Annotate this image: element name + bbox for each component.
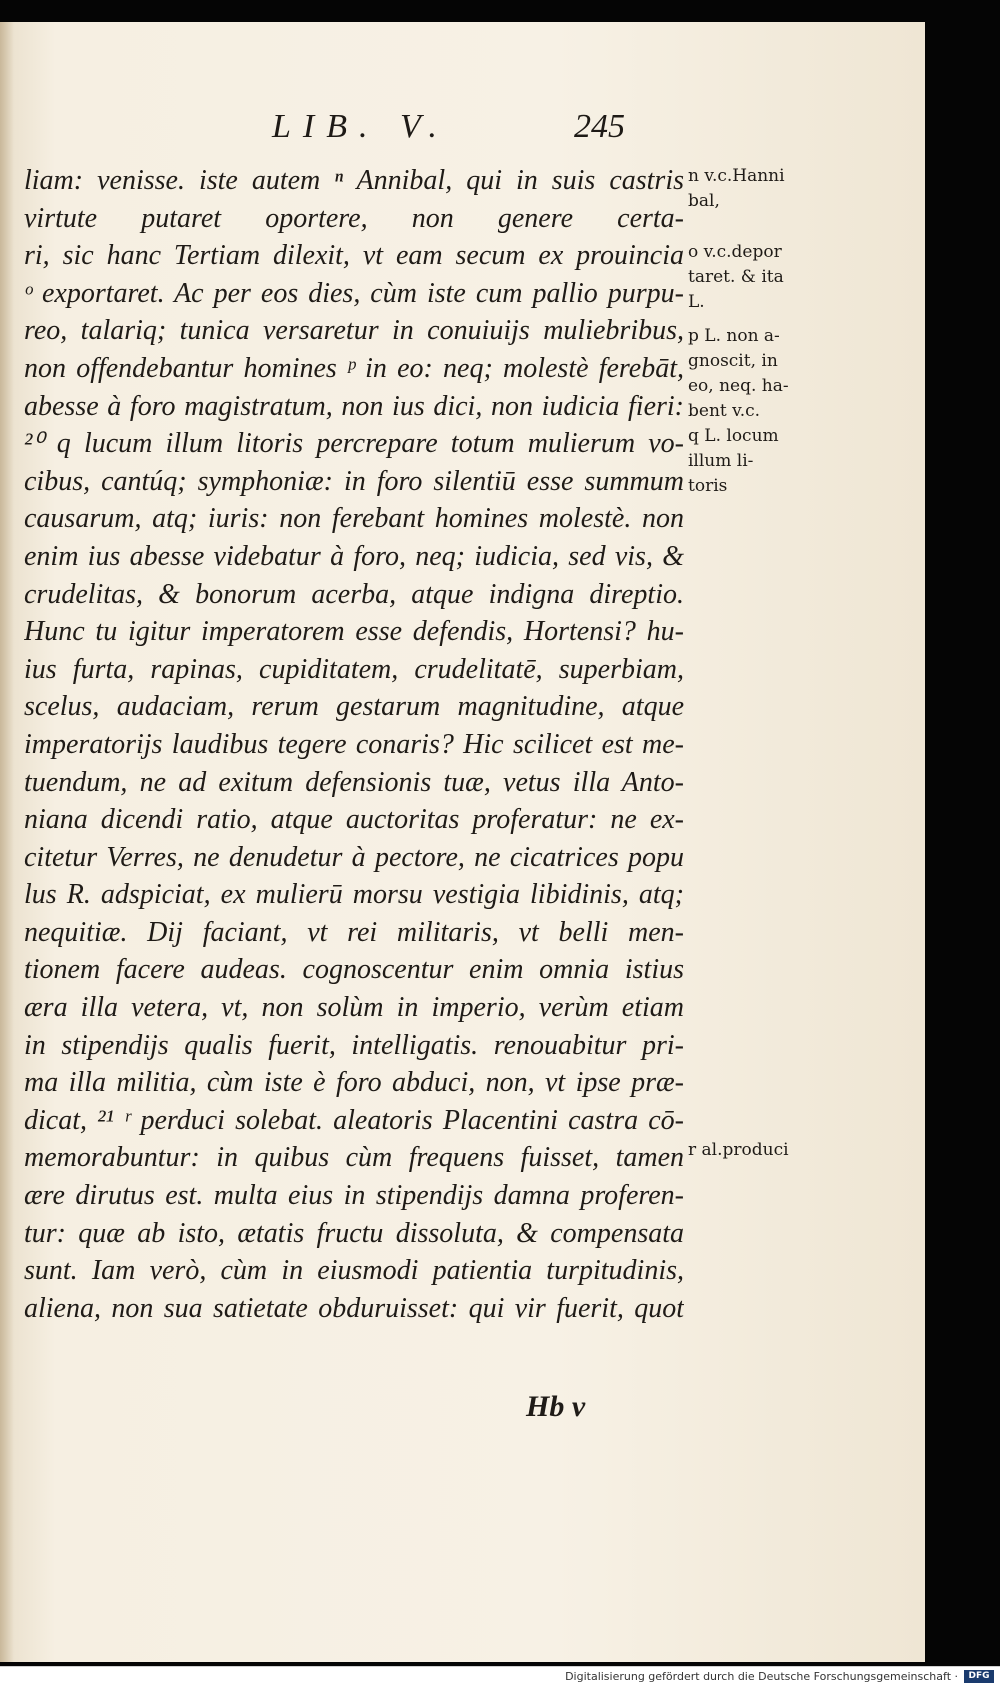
text-line: enim ius abesse videbatur à foro, neq; iudicia, sed vis, & [24, 540, 684, 572]
text-line: in stipendijs qualis fuerit, intelligatis. renouabitur pri- [24, 1029, 684, 1061]
text-line: ri, sic hanc Tertiam dilexit, vt eam secum ex prouincia [24, 240, 684, 272]
book-page [0, 22, 925, 1662]
text-line: tionem facere audeas. cognoscentur enim omnia istius [24, 954, 684, 986]
digitization-footer [0, 1666, 1000, 1688]
text-line: crudelitas, & bonorum acerba, atque indigna direptio. [24, 578, 684, 610]
text-line: cibus, cantúq; symphoniæ: in foro silentiū esse summum [24, 465, 684, 497]
signature-mark: Hb v [526, 1390, 586, 1423]
text-line: citetur Verres, ne denudetur à pectore, ne cicatrices popu [24, 841, 684, 873]
margin-note-n: n v.c.Hanni bal, [688, 166, 785, 211]
dfg-logo: DFG [964, 1670, 994, 1683]
text-line: tur: quæ ab isto, ætatis fructu dissoluta, & compensata [24, 1217, 684, 1249]
text-line: reo, talariq; tunica versaretur in conuiuijs muliebribus, [24, 315, 684, 347]
text-line: sunt. Iam verò, cùm in eiusmodi patientia turpitudinis, [24, 1255, 684, 1287]
page-gutter-shadow [0, 22, 14, 1662]
text-line: ²⁰ q lucum illum litoris percrepare totum mulierum vo- [24, 428, 684, 460]
text-line: Hunc tu igitur imperatorem esse defendis, Hortensi? hu- [24, 616, 684, 648]
text-line: ma illa militia, cùm iste è foro abduci, non, vt ipse præ- [24, 1067, 684, 1099]
text-line: liam: venisse. iste autem ⁿ Annibal, qui in suis castris [24, 165, 684, 196]
running-head: LIB. V. [272, 108, 449, 145]
text-line: niana dicendi ratio, atque auctoritas proferatur: ne ex- [24, 804, 684, 836]
text-line: abesse à foro magistratum, non ius dici, non iudicia fieri: [24, 390, 684, 422]
text-line: ius furta, rapinas, cupiditatem, crudelitatē, superbiam, [24, 653, 684, 685]
text-line: scelus, audaciam, rerum gestarum magnitudine, atque [24, 691, 684, 723]
text-line: non offendebantur homines ᵖ in eo: neq; molestè ferebāt, [24, 352, 684, 384]
text-line: virtute putaret oportere, non genere certa- [24, 202, 684, 234]
margin-notes [688, 22, 823, 1662]
margin-note-r: r al.produci [688, 1140, 789, 1160]
margin-note-o: o v.c.depor taret. & ita L. [688, 242, 784, 312]
text-line: lus R. adspiciat, ex mulierū morsu vestigia libidinis, atq; [24, 879, 684, 911]
page-number: 245 [574, 108, 625, 145]
funding-credit: Digitalisierung gefördert durch die Deutsche Forschungsgemeinschaft · [565, 1670, 958, 1683]
text-line: imperatorijs laudibus tegere conaris? Hic scilicet est me- [24, 728, 684, 760]
text-line: tuendum, ne ad exitum defensionis tuæ, vetus illa Anto- [24, 766, 684, 798]
margin-note-p: p L. non a- gnoscit, in eo, neq. ha- bent v.c. [688, 326, 789, 421]
main-text-block [24, 162, 684, 1327]
text-line: nequitiæ. Dij faciant, vt rei militaris, vt belli men- [24, 916, 684, 948]
text-line: aliena, non sua satietate obduruisset: qui vir fuerit, quot [24, 1292, 684, 1324]
text-line: memorabuntur: in quibus cùm frequens fuisset, tamen [24, 1142, 684, 1174]
text-line: ᵒ exportaret. Ac per eos dies, cùm iste cum pallio purpu- [24, 277, 684, 309]
text-line: æra illa vetera, vt, non solùm in imperio, verùm etiam [24, 992, 684, 1024]
text-line: dicat, ²¹ ʳ perduci solebat. aleatoris Placentini castra cō- [24, 1104, 684, 1136]
margin-note-q: q L. locum illum li- toris [688, 426, 779, 496]
text-line: causarum, atq; iuris: non ferebant homines molestè. non [24, 503, 684, 535]
text-line: ære dirutus est. multa eius in stipendijs damna proferen- [24, 1180, 684, 1212]
